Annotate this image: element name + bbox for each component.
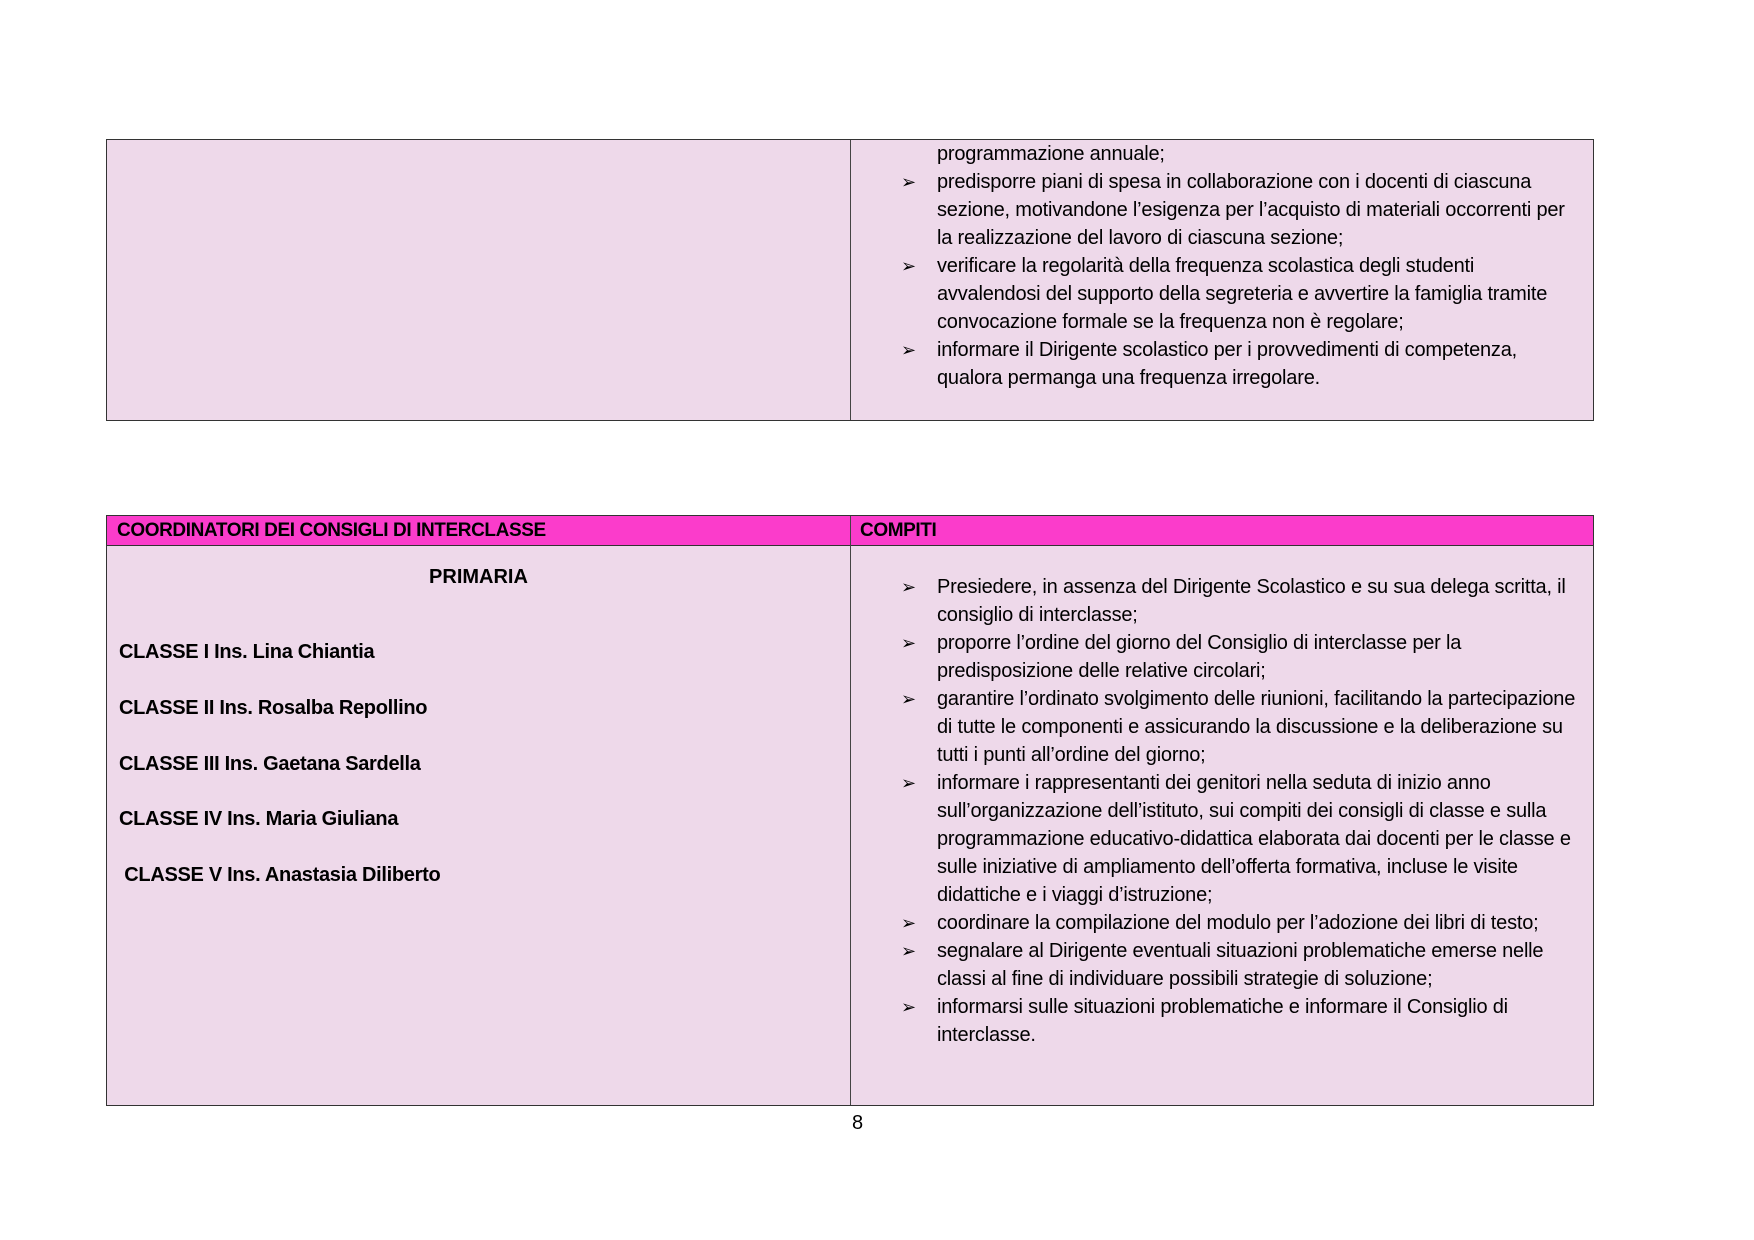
header-compiti: COMPITI	[860, 520, 937, 541]
continued-text: programmazione annuale;	[937, 143, 1165, 165]
section-title: PRIMARIA	[429, 566, 528, 588]
list-item: ➢ segnalare al Dirigente eventuali situazioni problematiche emerse nelle classi al fine di individuare possibili strategie di soluzione;	[857, 937, 1582, 993]
page-number: 8	[852, 1112, 864, 1134]
coordinators-table	[106, 515, 1594, 1106]
list-item: ➢ Presiedere, in assenza del Dirigente Scolastico e su sua delega scritta, il consiglio di interclasse;	[857, 573, 1582, 629]
header-coordinators: COORDINATORI DEI CONSIGLI DI INTERCLASSE	[117, 520, 546, 541]
column-divider	[850, 140, 851, 420]
arrow-bullet-icon: ➢	[901, 913, 916, 933]
arrow-bullet-icon: ➢	[901, 689, 916, 709]
column-divider	[850, 516, 851, 1105]
top-bullet-list	[857, 168, 1582, 392]
arrow-bullet-icon: ➢	[901, 941, 916, 961]
list-item: ➢ informare il Dirigente scolastico per i provvedimenti di competenza, qualora permanga una frequenza irregolare.	[857, 336, 1582, 392]
list-item: ➢ proporre l’ordine del giorno del Consiglio di interclasse per la predisposizione delle relative circolari;	[857, 629, 1582, 685]
arrow-bullet-icon: ➢	[901, 256, 916, 276]
list-item: ➢ verificare la regolarità della frequenza scolastica degli studenti avvalendosi del supporto della segreteria e avvertire la famiglia tramite convocazione formale se la frequenza non è regolare;	[857, 252, 1582, 336]
arrow-bullet-icon: ➢	[901, 997, 916, 1017]
list-item: ➢ coordinare la compilazione del modulo per l’adozione dei libri di testo;	[857, 909, 1582, 937]
arrow-bullet-icon: ➢	[901, 172, 916, 192]
list-item: ➢ garantire l’ordinato svolgimento delle riunioni, facilitando la partecipazione di tutte le componenti e assicurando la discussione e la deliberazione su tutti i punti all’ordine del giorno;	[857, 685, 1582, 769]
top-table	[106, 139, 1594, 421]
arrow-bullet-icon: ➢	[901, 577, 916, 597]
coordinator-item: CLASSE I Ins. Lina Chiantia	[119, 641, 375, 663]
coordinator-item: CLASSE III Ins. Gaetana Sardella	[119, 753, 421, 775]
coordinator-item: CLASSE V Ins. Anastasia Diliberto	[119, 864, 441, 886]
arrow-bullet-icon: ➢	[901, 633, 916, 653]
list-item: ➢ informare i rappresentanti dei genitori nella seduta di inizio anno sull’organizzazione dell’istituto, sui compiti dei consigli di classe e sulla programmazione educativo-didattica elaborata dai docenti per le classe e sulle iniziative di ampliamento dell’offerta formativa, incluse le visite didattiche e i viaggi d’istruzione;	[857, 769, 1582, 909]
compiti-bullet-list	[857, 573, 1582, 1049]
list-item: ➢ informarsi sulle situazioni problematiche e informare il Consiglio di interclasse.	[857, 993, 1582, 1049]
list-item: ➢ predisporre piani di spesa in collaborazione con i docenti di ciascuna sezione, motivandone l’esigenza per l’acquisto di materiali occorrenti per la realizzazione del lavoro di ciascuna sezione;	[857, 168, 1582, 252]
arrow-bullet-icon: ➢	[901, 773, 916, 793]
coordinator-item: CLASSE II Ins. Rosalba Repollino	[119, 697, 428, 719]
arrow-bullet-icon: ➢	[901, 340, 916, 360]
coordinator-item: CLASSE IV Ins. Maria Giuliana	[119, 808, 399, 830]
